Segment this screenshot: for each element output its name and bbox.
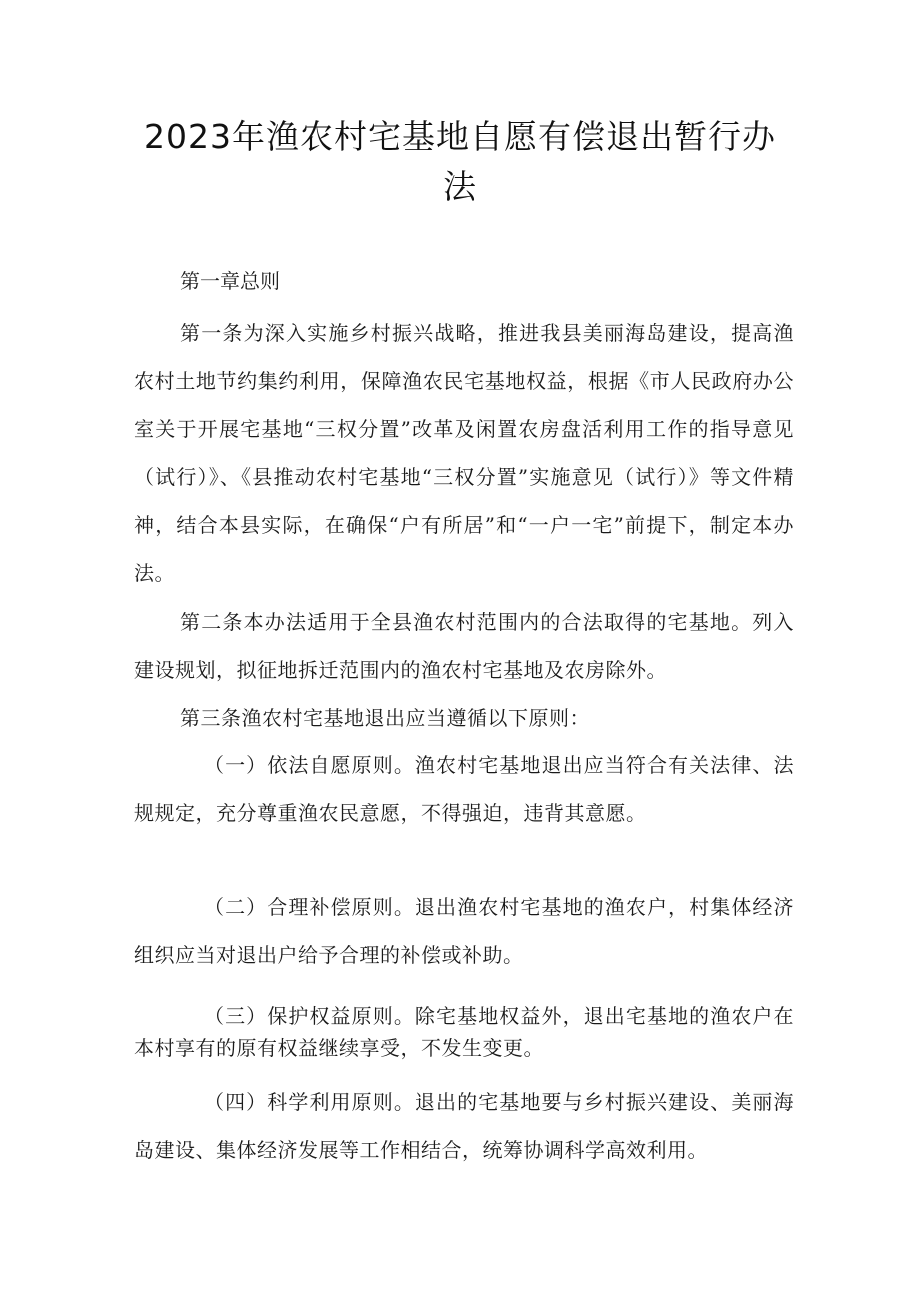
principle-2-paragraph: （二）合理补偿原则。退出渔农村宅基地的渔农户，村集体经济组织应当对退出户给予合理的补偿或补助。 (134, 895, 794, 967)
document-title: 2023年渔农村宅基地自愿有偿退出暂行办法 (144, 117, 776, 206)
principle-3-paragraph: （三）保护权益原则。除宅基地权益外，退出宅基地的渔农户在本村享有的原有权益继续享受，不发生变更。 (134, 1004, 794, 1060)
article-1-paragraph: 第一条为深入实施乡村振兴战略，推进我县美丽海岛建设，提高渔农村土地节约集约利用，保障渔农民宅基地权益，根据《市人民政府办公室关于开展宅基地“三权分置”改革及闲置农房盘活利用工作的指导意见（试行）》、《县推动农村宅基地“三权分置”实施意见（试行）》等文件精神，结合本县实际，在确保“户有所居”和“一户一宅”前提下，制定本办法。 (134, 321, 794, 585)
principle-4-paragraph: （四）科学利用原则。退出的宅基地要与乡村振兴建设、美丽海岛建设、集体经济发展等工作相结合，统筹协调科学高效利用。 (134, 1090, 794, 1162)
article-2-paragraph: 第二条本办法适用于全县渔农村范围内的合法取得的宅基地。列入建设规划，拟征地拆迁范围内的渔农村宅基地及农房除外。 (134, 610, 794, 682)
article-3-paragraph: 第三条渔农村宅基地退出应当遵循以下原则： (180, 706, 590, 730)
chapter-heading: 第一章总则 (180, 269, 280, 293)
principle-1-paragraph: （一）依法自愿原则。渔农村宅基地退出应当符合有关法律、法规规定，充分尊重渔农民意愿，不得强迫，违背其意愿。 (134, 753, 794, 825)
